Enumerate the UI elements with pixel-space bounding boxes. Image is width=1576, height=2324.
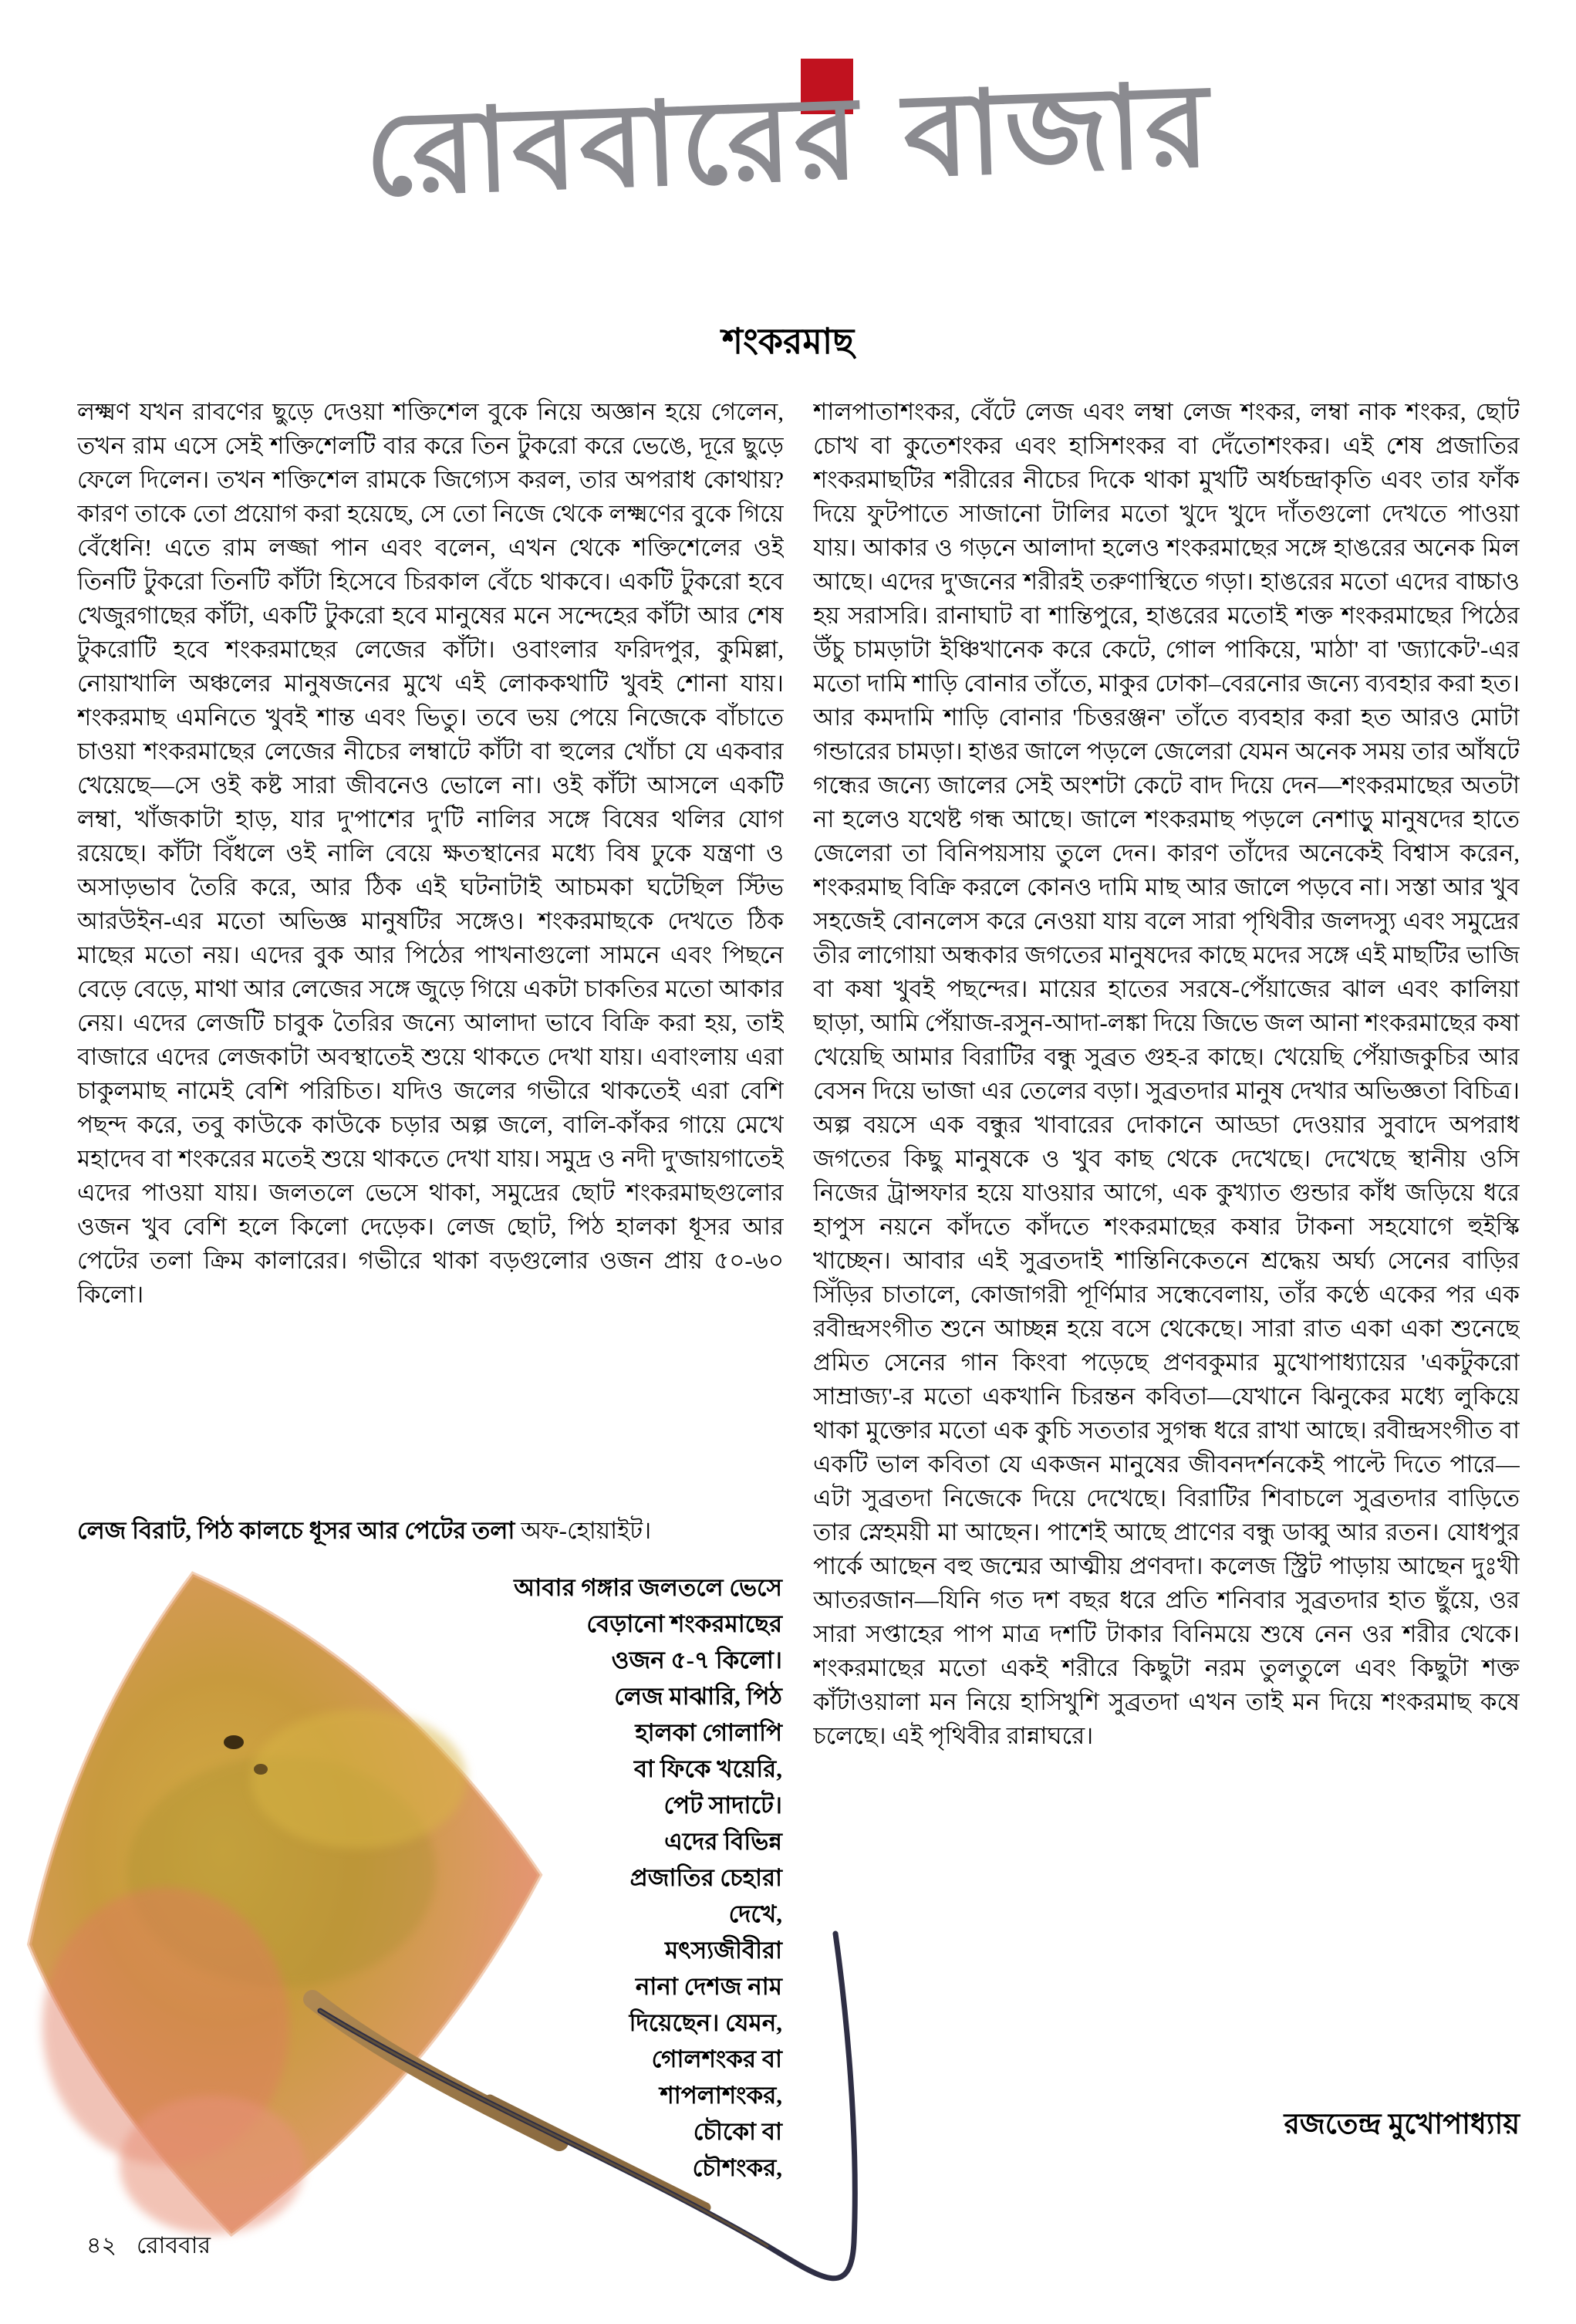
bold-description-line: [77, 1514, 784, 1548]
caption-line: চৌশংকর,: [692, 2154, 782, 2181]
caption-line: বা ফিকে খয়েরি,: [633, 1755, 782, 1782]
caption-line: নানা দেশজ নাম: [635, 1973, 782, 2000]
caption-line: পেট সাদাটে।: [663, 1792, 782, 1819]
left-column-text: লক্ষ্মণ যখন রাবণের ছুড়ে দেওয়া শক্তিশেল বুকে নিয়ে অজ্ঞান হয়ে গেলেন, তখন রাম এসে সেই শক্তিশেলটি বার করে তিন টুকরো করে ভেঙে, দূরে ছুড়ে ফেলে দিলেন। তখন শক্তিশেল রামকে জিগ্যেস করল, তার অপরাধ কোথায়? কারণ তাকে তো প্রয়োগ করা হয়েছে, সে তো নিজে থেকে লক্ষ্মণের বুকে গিয়ে বেঁধেনি! এতে রাম লজ্জা পান এবং বলেন, এখন থেকে শক্তিশেলের ওই তিনটি টুকরো তিনটি কাঁটা হিসেবে চিরকাল বেঁচে থাকবে। একটি টুকরো হবে খেজুরগাছের কাঁটা, একটি টুকরো হবে মানুষের মনে সন্দেহের কাঁটা আর শেষ টুকরোটি হবে শংকরমাছের লেজের কাঁটা। ওবাংলার ফরিদপুর, কুমিল্লা, নোয়াখালি অঞ্চলের মানুষজনের মুখে এই লোককথাটি খুবই শোনা যায়। শংকরমাছ এমনিতে খুবই শান্ত এবং ভিতু। তবে ভয় পেয়ে নিজেকে বাঁচাতে চাওয়া শংকরমাছের লেজের নীচের লম্বাটে কাঁটা বা হুলের খোঁচা যে একবার খেয়েছে—সে ওই কষ্ট সারা জীবনেও ভোলে না। ওই কাঁটা আসলে একটি লম্বা, খাঁজকাটা হাড়, যার দু'পাশের দু'টি নালির সঙ্গে বিষের থলির যোগ রয়েছে। কাঁটা বিঁধলে ওই নালি বেয়ে ক্ষতস্থানের মধ্যে বিষ ঢুকে যন্ত্রণা ও অসাড়ভাব তৈরি করে, আর ঠিক এই ঘটনাটাই আচমকা ঘটেছিল স্টিভ আরউইন-এর মতো অভিজ্ঞ মানুষটির সঙ্গেও। শংকরমাছকে দেখতে ঠিক মাছের মতো নয়। এদের বুক আর পিঠের পাখনাগুলো সামনে এবং পিছনে বেড়ে বেড়ে, মাথা আর লেজের সঙ্গে জুড়ে গিয়ে একটা চাকতির মতো আকার নেয়। এদের লেজটি চাবুক তৈরির জন্যে আলাদা ভাবে বিক্রি করা হয়, তাই বাজারে এদের লেজকাটা অবস্থাতেই শুয়ে থাকতে দেখা যায়। এবাংলায় এরা চাকুলমাছ নামেই বেশি পরিচিত। যদিও জলের গভীরে থাকতেই এরা বেশি পছন্দ করে, তবু কাউকে কাউকে চড়ার অল্প জলে, বালি-কাঁকর গায়ে মেখে মহাদেব বা শংকরের মতেই শুয়ে থাকতে দেখা যায়। সমুদ্র ও নদী দু'জায়গাতেই এদের পাওয়া যায়। জলতলে ভেসে থাকা, সমুদ্রের ছোট শংকরমাছগুলোর ওজন খুব বেশি হলে কিলো দেড়েক। লেজ ছোট, পিঠ হালকা ধূসর আর পেটের তলা ক্রিম কালারের। গভীরে থাকা বড়গুলোর ওজন প্রায় ৫০-৬০ কিলো।: [77, 398, 784, 1308]
caption-line: দেখে,: [728, 1900, 782, 1927]
page-folio: [86, 2227, 231, 2266]
right-column-text: শালপাতাশংকর, বেঁটে লেজ এবং লম্বা লেজ শংকর, লম্বা নাক শংকর, ছোট চোখ বা কুতেশংকর এবং হাসিশংকর বা দেঁতোশংকর। এই শেষ প্রজাতির শংকরমাছটির শরীরের নীচের দিকে থাকা মুখটি অর্ধচন্দ্রাকৃতি এবং তার ফাঁক দিয়ে ফুটপাতে সাজানো টালির মতো খুদে খুদে দাঁতগুলো দেখতে পাওয়া যায়। আকার ও গড়নে আলাদা হলেও শংকরমাছের সঙ্গে হাঙরের অনেক মিল আছে। এদের দু'জনের শরীরই তরুণাস্থিতে গড়া। হাঙরের মতো এদের বাচ্চাও হয় সরাসরি। রানাঘাট বা শান্তিপুরে, হাঙরের মতোই শক্ত শংকরমাছের পিঠের উঁচু চামড়াটা ইঞ্চিখানেক করে কেটে, গোল পাকিয়ে, 'মাঠা' বা 'জ্যাকেট'-এর মতো দামি শাড়ি বোনার তাঁতে, মাকুর ঢোকা–বেরনোর জন্যে ব্যবহার করা হত। আর কমদামি শাড়ি বোনার 'চিত্তরঞ্জন' তাঁতে ব্যবহার করা হত আরও মোটা গন্ডারের চামড়া। হাঙর জালে পড়লে জেলেরা যেমন অনেক সময় তার আঁষটে গন্ধের জন্যে জালের সেই অংশটা কেটে বাদ দিয়ে দেন—শংকরমাছের অতটা না হলেও যথেষ্ট গন্ধ আছে। জালে শংকরমাছ পড়লে নেশাড়ু মানুষদের হাতে জেলেরা তা বিনিপয়সায় তুলে দেন। কারণ তাঁদের অনেকেই বিশ্বাস করেন, শংকরমাছ বিক্রি করলে কোনও দামি মাছ আর জালে পড়বে না। সস্তা আর খুব সহজেই বোনলেস করে নেওয়া যায় বলে সারা পৃথিবীর জলদস্যু এবং সমুদ্রের তীর লাগোয়া অন্ধকার জগতের মানুষদের কাছে মদের সঙ্গে এই মাছটির ভাজি বা কষা খুবই পছন্দের। মায়ের হাতের সরষে-পেঁয়াজের ঝাল এবং কালিয়া ছাড়া, আমি পেঁয়াজ-রসুন-আদা-লঙ্কা দিয়ে জিভে জল আনা শংকরমাছের কষা খেয়েছি আমার বিরাটির বন্ধু সুব্রত গুহ-র কাছে। খেয়েছি পেঁয়াজকুচির আর বেসন দিয়ে ভাজা এর তেলের বড়া। সুব্রতদার মানুষ দেখার অভিজ্ঞতা বিচিত্র। অল্প বয়সে এক বন্ধুর খাবারের দোকানে আড্ডা দেওয়ার সুবাদে অপরাধ জগতের কিছু মানুষকে ও খুব কাছ থেকে দেখেছে। দেখেছে স্থানীয় ওসি নিজের ট্রান্সফার হয়ে যাওয়ার আগে, এক কুখ্যাত গুন্ডার কাঁধ জড়িয়ে ধরে হাপুস নয়নে কাঁদতে কাঁদতে শংকরমাছের কষার টাকনা সহযোগে হুইস্কি খাচ্ছেন। আবার এই সুব্রতদাই শান্তিনিকেতনে শ্রদ্ধেয় অর্ঘ্য সেনের বাড়ির সিঁড়ির চাতালে, কোজাগরী পূর্ণিমার সন্ধেবেলায়, তাঁর কণ্ঠে একের পর এক রবীন্দ্রসংগীত শুনে আচ্ছন্ন হয়ে বসে থেকেছে। সারা রাত একা একা শুনেছে প্রমিত সেনের গান কিংবা পড়েছে প্রণবকুমার মুখোপাধ্যায়ের 'একটুকরো সাম্রাজ্য'-র মতো একখানি চিরন্তন কবিতা—যেখানে ঝিনুকের মধ্যে লুকিয়ে থাকা মুক্তোর মতো এক কুচি সততার সুগন্ধ ধরে রাখা আছে। রবীন্দ্রসংগীত বা একটি ভাল কবিতা যে একজন মানুষের জীবনদর্শনকেই পাল্টে দিতে পারে—এটা সুব্রতদা নিজেকে দিয়ে দেখেছে। বিরাটির শিবাচলে সুব্রতদার বাড়িতে তার স্নেহময়ী মা আছেন। পাশেই আছে প্রাণের বন্ধু ডাব্বু আর রতন। যোধপুর পার্কে আছেন বহু জন্মের আত্মীয় প্রণবদা। কলেজ স্ট্রিট পাড়ায় আছেন দুঃখী আতরজান—যিনি গত দশ বছর ধরে প্রতি শনিবার সুব্রতদার হাত ছুঁয়ে, ওর সারা সপ্তাহের পাপ মাত্র দশটি টাকার বিনিময়ে শুষে নেন ওর শরীর থেকে। শংকরমাছের মতো একই শরীরে কিছুটা নরম তুলতুলে এবং কিছুটা শক্ত কাঁটাওয়ালা মন নিয়ে হাসিখুশি সুব্রতদা এখন তাই মন দিয়ে শংকরমাছ কষে চলেছে। এই পৃথিবীর রান্নাঘরে।: [813, 398, 1520, 1749]
page-number: ৪২: [86, 2233, 116, 2258]
caption-line: চৌকো বা: [693, 2118, 782, 2145]
caption-line: গোলশংকর বা: [651, 2045, 782, 2072]
bold-description-lead: লেজ বিরাট, পিঠ কালচে ধূসর আর পেটের তলা: [77, 1517, 515, 1544]
caption-line: দিয়েছেন। যেমন,: [629, 2009, 782, 2036]
caption-line: লেজ মাঝারি, পিঠ: [614, 1683, 782, 1710]
caption-line: হালকা গোলাপি: [635, 1719, 782, 1746]
photo-caption-block: [481, 1569, 782, 2186]
masthead: [0, 46, 1576, 355]
caption-line: বেড়ানো শংকরমাছের: [586, 1610, 782, 1637]
bold-description-tail: অফ-হোয়াইট।: [515, 1517, 652, 1544]
caption-line: আবার গঙ্গার জলতলে ভেসে: [514, 1574, 782, 1601]
stingray-photo: [27, 1548, 922, 2324]
caption-line: মৎস্যজীবীরা: [664, 1937, 782, 1964]
article-title: শংকরমাছ: [721, 322, 855, 361]
photo-wrap-area: [77, 1548, 784, 2273]
caption-line: প্রজাতির চেহারা: [629, 1864, 782, 1891]
left-column: [77, 395, 784, 2273]
caption-line: এদের বিভিন্ন: [664, 1828, 782, 1855]
caption-line: শাপলাশংকর,: [660, 2082, 782, 2109]
author-byline: রজতেন্দ্র মুখোপাধ্যায়: [1284, 2109, 1520, 2140]
magazine-name: রোববার: [136, 2233, 211, 2258]
masthead-calligraphy: রোববারের বাজার: [362, 58, 1214, 223]
caption-line: ওজন ৫-৭ কিলো।: [611, 1647, 782, 1674]
